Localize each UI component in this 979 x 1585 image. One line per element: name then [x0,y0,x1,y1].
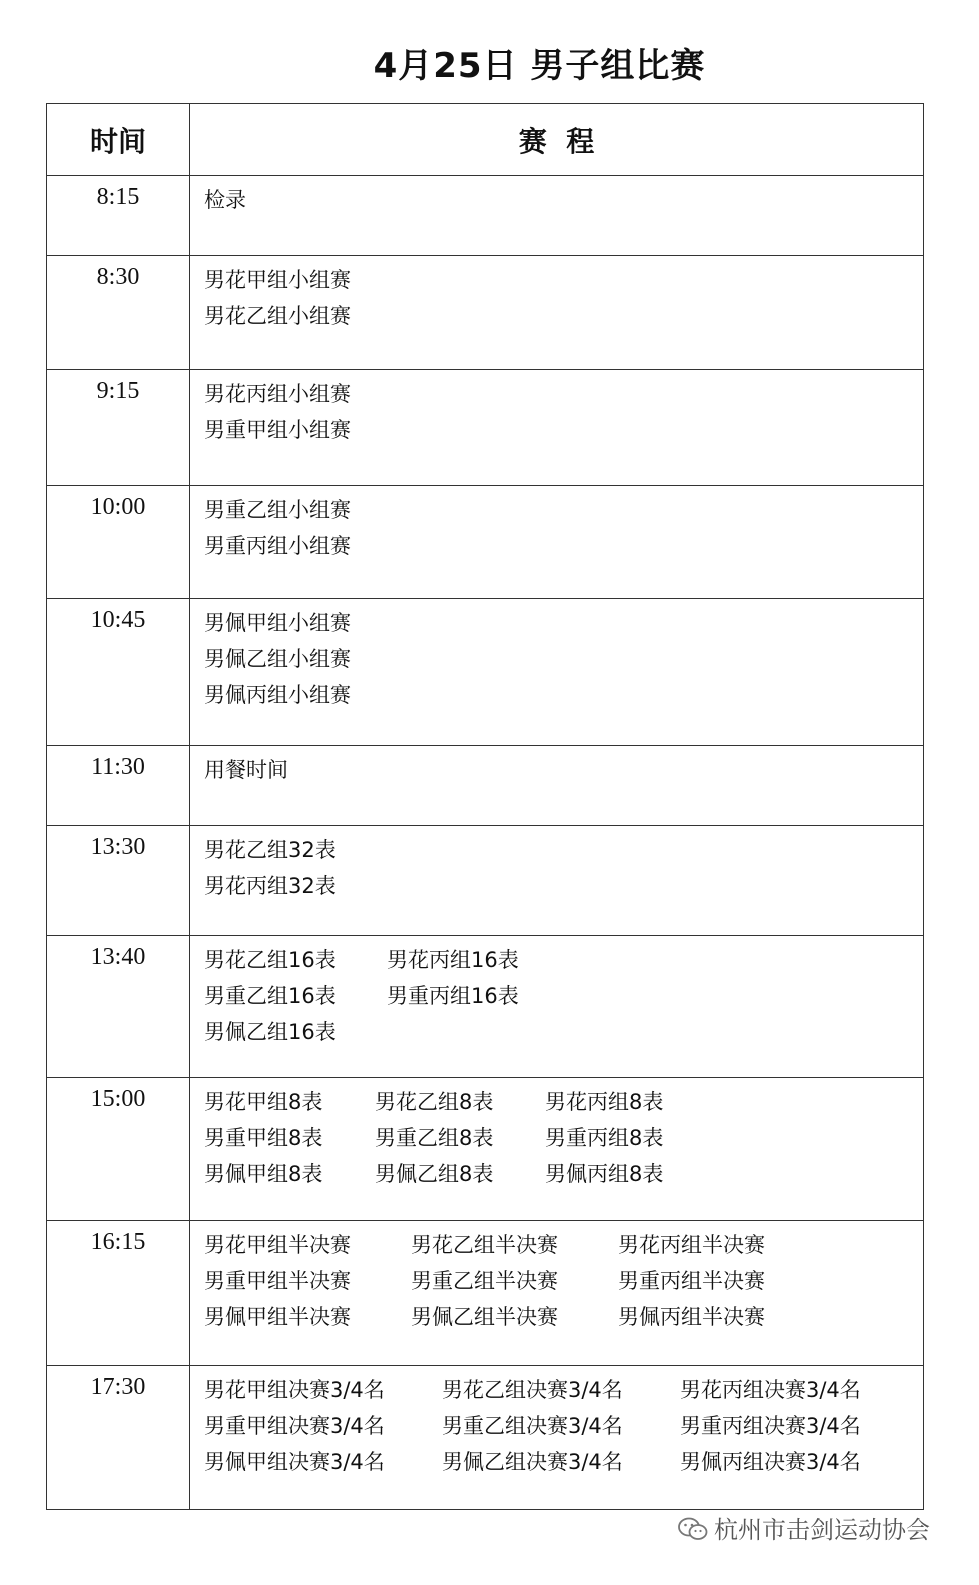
event-item: 男佩丙组半决赛 [618,1305,765,1329]
event-item: 男佩丙组决赛3/4名 [680,1450,861,1474]
event-item: 男花丙组8表 [545,1090,664,1114]
event-line [204,262,923,298]
event-item: 男花丙组32表 [204,874,336,898]
table-row [47,256,924,370]
event-line [204,832,923,868]
event-item: 男佩乙组8表 [375,1162,494,1186]
time-cell: 15:00 [47,1078,190,1221]
event-item: 男花乙组小组赛 [204,304,351,328]
events-cell [190,486,924,599]
time-cell: 10:45 [47,599,190,746]
event-line [204,1263,923,1299]
event-item: 男佩甲组半决赛 [204,1305,351,1329]
event-item: 男重丙组半决赛 [618,1269,765,1293]
time-cell: 9:15 [47,370,190,486]
event-item: 男花乙组8表 [375,1090,494,1114]
event-item: 男佩甲组决赛3/4名 [204,1450,385,1474]
time-cell: 10:00 [47,486,190,599]
event-line [204,1014,923,1050]
event-item: 男重甲组8表 [204,1126,323,1150]
event-item: 男佩乙组小组赛 [204,647,351,671]
event-item: 男花乙组半决赛 [411,1233,558,1257]
watermark-text: 杭州市击剑运动协会 [714,1516,930,1544]
event-item: 男重甲组决赛3/4名 [204,1414,385,1438]
event-line [204,752,923,788]
event-item: 男花丙组小组赛 [204,382,351,406]
schedule-table [46,103,924,1510]
header-time: 时间 [47,104,190,176]
events-cell [190,1221,924,1366]
event-item: 男佩乙组半决赛 [411,1305,558,1329]
time-cell: 11:30 [47,746,190,826]
event-item: 男重乙组8表 [375,1126,494,1150]
event-line [204,978,923,1014]
wechat-icon [678,1516,708,1542]
header-schedule: 赛 程 [190,104,924,176]
events-cell [190,370,924,486]
event-line [204,298,923,334]
event-line [204,1299,923,1335]
event-line [204,942,923,978]
event-item: 男花丙组决赛3/4名 [680,1378,861,1402]
event-item: 男重丙组小组赛 [204,534,351,558]
table-row [47,176,924,256]
event-item: 男重丙组决赛3/4名 [680,1414,861,1438]
page-title: 4月25日 男子组比赛 [373,46,706,86]
event-line [204,412,923,448]
event-item: 男佩丙组小组赛 [204,683,351,707]
table-row [47,599,924,746]
event-item: 男花乙组32表 [204,838,336,862]
event-item: 男重乙组小组赛 [204,498,351,522]
event-line [204,1372,923,1408]
event-item: 男花甲组决赛3/4名 [204,1378,385,1402]
event-line [204,1084,923,1120]
event-line [204,1408,923,1444]
events-cell [190,826,924,936]
event-item: 男重丙组8表 [545,1126,664,1150]
event-line [204,1227,923,1263]
event-line [204,528,923,564]
time-cell: 8:15 [47,176,190,256]
time-cell: 16:15 [47,1221,190,1366]
event-line [204,641,923,677]
event-item: 检录 [204,188,246,212]
event-item: 男花丙组16表 [387,948,519,972]
event-item: 男重甲组半决赛 [204,1269,351,1293]
event-line [204,868,923,904]
events-cell [190,1078,924,1221]
time-cell: 17:30 [47,1366,190,1510]
events-cell [190,256,924,370]
event-line [204,677,923,713]
table-row [47,486,924,599]
event-item: 男重乙组16表 [204,984,336,1008]
event-item: 男花甲组小组赛 [204,268,351,292]
event-item: 男佩乙组决赛3/4名 [442,1450,623,1474]
table-row [47,826,924,936]
event-item: 男重丙组16表 [387,984,519,1008]
event-item: 男佩乙组16表 [204,1020,336,1044]
time-cell: 8:30 [47,256,190,370]
event-item: 男花丙组半决赛 [618,1233,765,1257]
event-line [204,492,923,528]
table-header-row [47,104,924,176]
table-row [47,1078,924,1221]
time-cell: 13:40 [47,936,190,1078]
watermark [678,1510,968,1545]
table-row [47,746,924,826]
table-row [47,370,924,486]
table-row [47,936,924,1078]
event-line [204,182,923,218]
event-item: 男重乙组决赛3/4名 [442,1414,623,1438]
event-item: 男佩甲组小组赛 [204,611,351,635]
event-line [204,605,923,641]
event-item: 男花甲组8表 [204,1090,323,1114]
events-cell [190,746,924,826]
events-cell [190,1366,924,1510]
time-cell: 13:30 [47,826,190,936]
events-cell [190,176,924,256]
event-item: 男重乙组半决赛 [411,1269,558,1293]
event-item: 男重甲组小组赛 [204,418,351,442]
events-cell [190,936,924,1078]
event-item: 男佩丙组8表 [545,1162,664,1186]
events-cell [190,599,924,746]
table-row [47,1366,924,1510]
event-line [204,1120,923,1156]
event-item: 男花甲组半决赛 [204,1233,351,1257]
table-row [47,1221,924,1366]
event-item: 男佩甲组8表 [204,1162,323,1186]
event-item: 男花乙组16表 [204,948,336,972]
event-item: 男花乙组决赛3/4名 [442,1378,623,1402]
event-line [204,376,923,412]
event-line [204,1444,923,1480]
event-item: 用餐时间 [204,758,288,782]
event-line [204,1156,923,1192]
